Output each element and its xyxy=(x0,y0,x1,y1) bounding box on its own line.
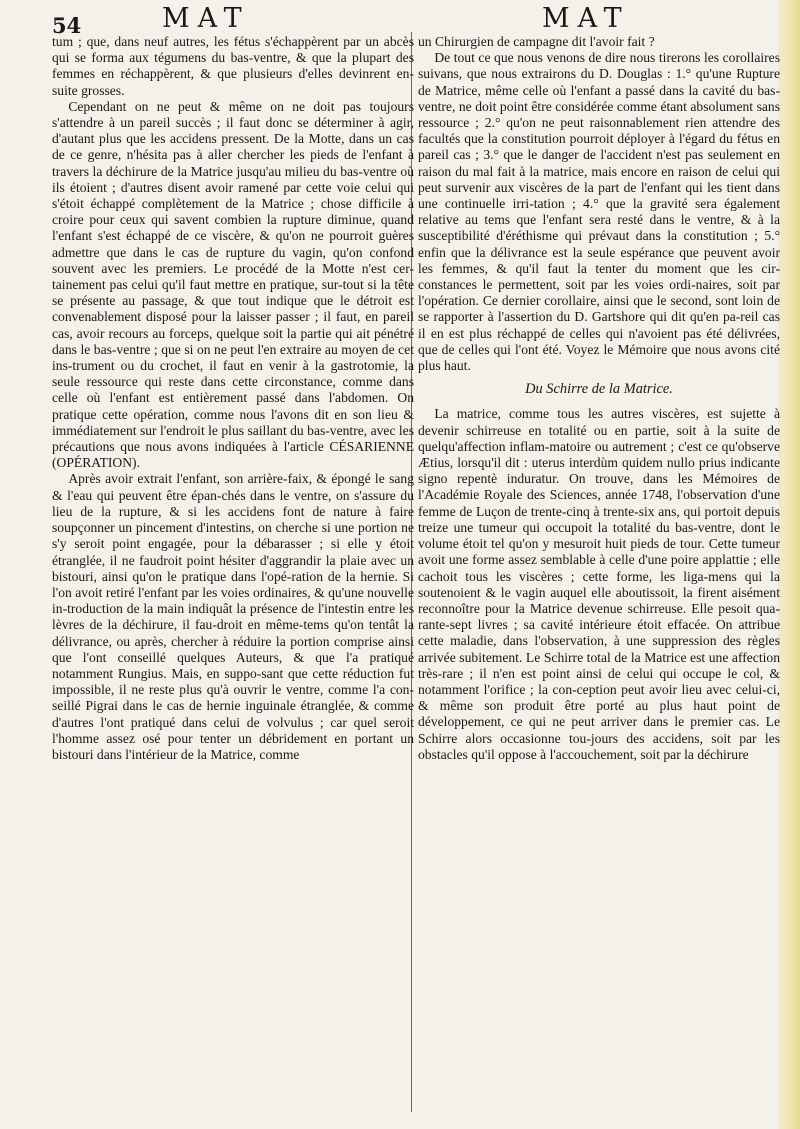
page-header xyxy=(30,3,770,37)
paragraph: Cependant on ne peut & même on ne doit pas toujours s'attendre à un pareil succès ; il faut donc se déterminer à agir, d'autant plus que les accidens pressent. De la Motte, dans un cas de ce genre, n'hésita pas à aller chercher les pieds de l'enfant à travers la déchirure de la Matrice jusqu'au milieu du bas-ventre où ils étoient ; d'autres disent avoir ramené par cette voie celui qui s'étoit échappé complètement de la Matrice ; chose difficile à croire pour ceux qui savent combien la rupture diminue, quand l'enfant s'est échappé de ce viscère, & qu'on ne pourroit guères admettre que dans le cas de rupture du vagin, qu'on confond souvent avec les premiers. Le procédé de la Motte n'est cer-tainement pas celui qu'il faut mettre en pratique, sur-tout si la tête se présente au passage, & que tout indique que le détroit est convenablement disposé pour la laisser passer ; il faut, en pareil cas, avoir recours au forceps, quelque soit la partie qui ait pénétré dans le bas-ventre ; que si on ne peut l'en extraire au moyen de cet ins-trument ou du crochet, il faut en venir à la gastrotomie, la seule ressource qui reste dans cette circonstance, comme dans celle où l'enfant est entièrement passé dans l'abdomen. On pratique cette opération, comme nous l'avons dit en son lieu & immédiatement sur l'endroit le plus saillant du bas-ventre, avec les précautions que nous avons indiquées à l'article CÉSARIENNE (OPÉRATION). xyxy=(52,98,414,471)
paragraph: tum ; que, dans neuf autres, les fétus s'échappèrent par un abcès qui se forma aux tégumens du bas-ventre, & que la plupart des femmes en réchappèrent, & que plusieurs d'elles devinrent en-suite grosses. xyxy=(52,34,414,98)
section-title: Du Schirre de la Matrice. xyxy=(525,381,673,398)
paragraph: De tout ce que nous venons de dire nous tirerons les corollaires suivans, que nous extrairons du D. Douglas : 1.° qu'une Rupture de Matrice, même celle où l'enfant a passé dans la cavité du bas-ventre, ne doit point être considérée comme étant absolument sans ressource ; 2.° qu'on ne peut raisonnablement rien attendre des facultés que la constitution pourroit déployer à l'égard du fétus en pareil cas ; 3.° que le danger de l'accident n'est pas seulement en raison du mal fait à la matrice, mais encore en raison de celui qui peut survenir aux viscères de la part de l'enfant qui les tient dans une continuelle irri-tation ; 4.° que la gravité sera également relative au tems que l'enfant sera resté dans le ventre, & à la susceptibilité d'éréthisme qui prévaut dans la constitution ; 5.° enfin que la délivrance est la seule espérance que peuvent avoir les femmes, & qu'il faut la tenter du moment que les cir-constances le permettent, soit par les voies ordi-naires, soit par l'opération. Ce dernier corollaire, ainsi que le second, sont loin de se rapporter à l'assertion du D. Gartshore qui dit qu'en pa-reil cas il en est plus réchappé de celles qui n'avoient pas été délivrées, que de celles qui l'ont été. Voyez le Mémoire que nous avons cité plus haut. xyxy=(418,50,780,374)
paragraph: Après avoir extrait l'enfant, son arrière-faix, & épongé le sang & l'eau qui peuvent être épan-chés dans le ventre, on s'assure du lieu de la rupture, & si les accidens font de nature à faire soupçonner un pincement d'intestins, on cherche si une portion ne s'y seroit point engagée, pour la débarasser ; si elle y étoit étranglée, il ne faudroit point hésiter d'aggrandir la plaie avec un bistouri, ainsi qu'on le pratique dans l'opé-ration de la hernie. Si l'on avoit retiré l'enfant par les voies ordinaires, & qu'une nouvelle in-troduction de la main indiquât la présence de l'intestin entre les lèvres de la déchirure, il fau-droit en même-tems qu'on tentât la délivrance, ou après, chercher à réduire la portion comprise ainsi que l'ont conseillé quelques Auteurs, & que l'a pratiqué notamment Rungius. Mais, en suppo-sant que cette réduction fut impossible, il ne reste plus qu'à ouvrir le ventre, comme l'a con-seillé Pigrai dans le cas de hernie inguinale étranglée, & comme d'autres l'ont pratiqué dans celui de volvulus ; car quel seroit l'homme assez osé pour tenter un débridement en portant un bistouri dans l'intérieur de la Matrice, comme xyxy=(52,471,414,762)
running-head-right: MAT xyxy=(542,3,630,34)
page-number: 54 xyxy=(52,13,82,38)
running-head-left: MAT xyxy=(162,3,250,34)
paragraph: un Chirurgien de campagne dit l'avoir fait ? xyxy=(418,34,655,49)
right-column xyxy=(418,34,780,763)
left-column xyxy=(52,34,414,763)
paragraph: La matrice, comme tous les autres viscères, est sujette à devenir schirreuse en totalité ou en partie, soit à la suite de quelqu'affection inflam-matoire ou autrement ; c'est ce qu'observe Ætius, lorsqu'il dit : uterus interdùm quidem nullo prius indicante signo repentè induratur. On trouve, dans les Mémoires de l'Académie Royale des Sciences, année 1748, l'observation d'une femme de Luçon de trente-cinq à trente-six ans, qui portoit depuis treize une tumeur qui occupoit la totalité du bas-ventre, dont le volume étoit tel qu'on y mesuroit huit pieds de tour. Cette tumeur avoit une forme assez semblable à celle d'une poire applattie ; elle cachoit tous les viscères ; cette forme, les liga-mens qui la soutenoient & le vagin auquel elle aboutissoit, la firent aisément reconnoître pour la Matrice devenue schirreuse. Elle pesoit qua-rante-sept livres ; sa cavité intérieure étoit effacée. On attribue cette maladie, dans l'observation, à une suppression des règles arrivée subitement. Le Schirre total de la Matrice est une affection très-rare ; il n'en est point ainsi de celui qui occupe le col, & notamment l'orifice ; la con-ception peut avoir lieu avec celui-ci, & même son produit être porté au plus haut point de développement, ce qui ne peut arriver dans le premier cas. Le Schirre alors occasionne tou-jours des accidens, soit par les obstacles qu'il oppose à l'accouchement, soit par la déchirure xyxy=(418,406,780,762)
page-edge xyxy=(778,0,800,1129)
